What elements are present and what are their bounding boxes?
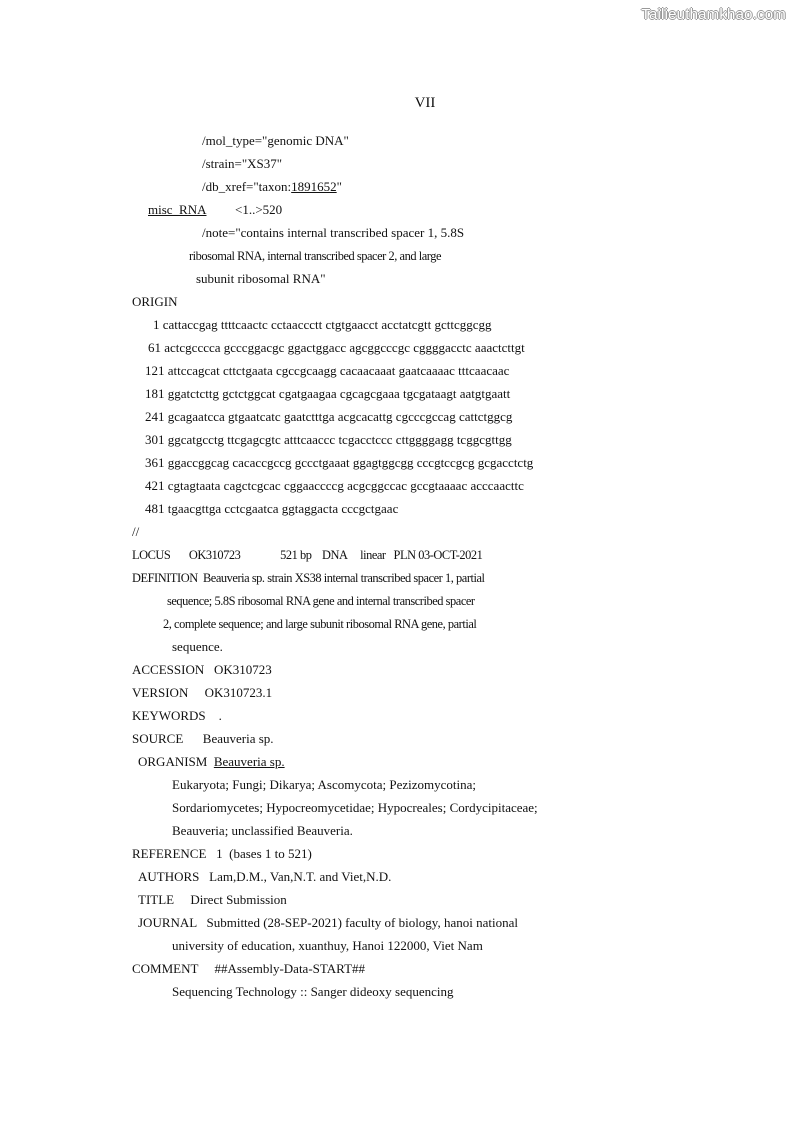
sequence-line: 241 gcagaatcca gtgaatcatc gaatctttga acgcacattg cgcccgccag cattctggcg [145, 409, 513, 424]
strain-line: /strain="XS37" [202, 156, 283, 171]
definition-line-3: 2, complete sequence; and large subunit ribosomal RNA gene, partial [163, 617, 477, 631]
sequence-line: 421 cgtagtaata cagctcgcac cggaaccccg acgcggccac gccgtaaaac acccaacttc [145, 478, 524, 493]
version-line: VERSION OK310723.1 [132, 685, 273, 700]
sequence-line: 481 tgaacgttga cctcgaatca ggtaggacta cccgctgaac [145, 501, 399, 516]
sequence-line: 121 attccagcat cttctgaata cgccgcaagg cacaacaaat gaatcaaaac tttcaacaac [145, 363, 510, 378]
keywords-line: KEYWORDS . [132, 708, 222, 723]
db-xref-suffix: " [336, 179, 342, 194]
organism-line [138, 754, 285, 770]
note-line-1: /note="contains internal transcribed spacer 1, 5.8S [202, 225, 465, 240]
comment-line-2: Sequencing Technology :: Sanger dideoxy sequencing [172, 984, 454, 999]
taxonomy-line-2: Sordariomycetes; Hypocreomycetidae; Hypocreales; Cordycipitaceae; [172, 800, 538, 815]
taxonomy-line-1: Eukaryota; Fungi; Dikarya; Ascomycota; Pezizomycotina; [172, 777, 476, 792]
organism-link[interactable]: Beauveria sp. [213, 754, 285, 769]
journal-line-1: JOURNAL Submitted (28-SEP-2021) faculty of biology, hanoi national [138, 915, 518, 930]
accession-line: ACCESSION OK310723 [132, 662, 272, 677]
sequence-line: 301 ggcatgcctg ttcgagcgtc atttcaaccc tcgacctccc cttggggagg tcggcgttgg [145, 432, 512, 447]
authors-line: AUTHORS Lam,D.M., Van,N.T. and Viet,N.D. [138, 869, 392, 884]
reference-line: REFERENCE 1 (bases 1 to 521) [132, 846, 312, 861]
misc-rna-link[interactable]: misc_RNA [148, 202, 207, 217]
taxonomy-line-3: Beauveria; unclassified Beauveria. [172, 823, 353, 838]
misc-rna-location: <1..>520 [235, 202, 283, 217]
end-marker: // [132, 524, 140, 539]
definition-line-2: sequence; 5.8S ribosomal RNA gene and internal transcribed spacer [167, 594, 475, 608]
sequence-line: 61 actcgcccca gcccggacgc ggactggacc agcggcccgc cggggacctc aaactcttgt [148, 340, 525, 355]
db-xref-line [202, 179, 342, 195]
taxon-link[interactable]: 1891652 [291, 179, 337, 194]
note-line-2: ribosomal RNA, internal transcribed spacer 2, and large [189, 249, 442, 263]
page-number: VII [414, 95, 436, 111]
db-xref-prefix: /db_xref="taxon: [202, 179, 292, 194]
journal-line-2: university of education, xuanthuy, Hanoi 122000, Viet Nam [172, 938, 483, 953]
comment-line-1: COMMENT ##Assembly-Data-START## [132, 961, 366, 976]
sequence-line: 181 ggatctcttg gctctggcat cgatgaagaa cgcagcgaaa tgcgataagt aatgtgaatt [145, 386, 511, 401]
title-line: TITLE Direct Submission [138, 892, 287, 907]
sequence-line: 1 cattaccgag ttttcaactc cctaaccctt ctgtgaacct acctatcgtt gcttcggcgg [153, 317, 492, 332]
watermark-text: Tailieuthamkhao.com [641, 6, 786, 23]
sequence-line: 361 ggaccggcag cacaccgccg gccctgaaat ggagtggcgg cccgtccgcg gcgacctctg [145, 455, 534, 470]
definition-line-1: DEFINITION Beauveria sp. strain XS38 internal transcribed spacer 1, partial [132, 571, 485, 585]
mol-type-line: /mol_type="genomic DNA" [202, 133, 349, 148]
locus-line: LOCUS OK310723 521 bp DNA linear PLN 03-OCT-2021 [132, 548, 483, 562]
origin-label: ORIGIN [132, 294, 178, 309]
definition-line-4: sequence. [172, 639, 223, 654]
organism-label: ORGANISM [138, 754, 214, 769]
source-line: SOURCE Beauveria sp. [132, 731, 274, 746]
note-line-3: subunit ribosomal RNA" [196, 271, 326, 286]
